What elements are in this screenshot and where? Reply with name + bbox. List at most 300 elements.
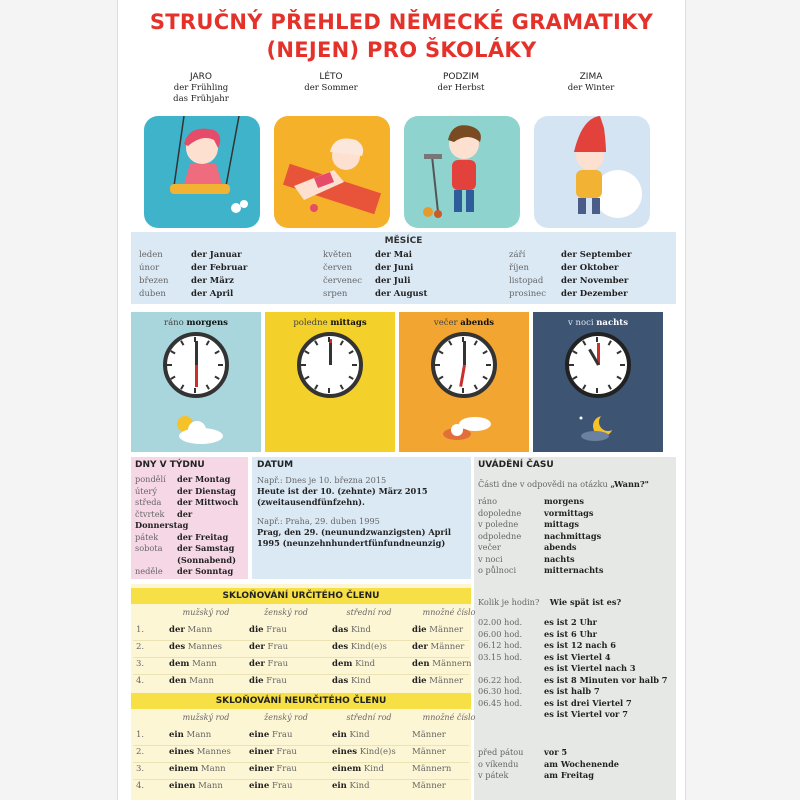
clock-tick: [435, 364, 440, 366]
clock-time-row: [478, 686, 674, 698]
day-row: [135, 532, 247, 544]
gender-header: ženský rod: [264, 713, 308, 722]
time-part-row: [478, 554, 674, 566]
noun: Kind: [349, 730, 370, 740]
season-german-alt: das Frühjahr: [173, 94, 229, 104]
season-winter-caption: [526, 72, 656, 94]
time-parts-list: [478, 496, 674, 577]
article: ein: [332, 730, 347, 740]
grammar-poster: [117, 0, 686, 800]
month-row: [323, 275, 493, 288]
month-cz: červenec: [323, 276, 362, 286]
month-de: der Juni: [375, 263, 414, 273]
time-part-row-cz: ráno: [478, 496, 497, 506]
daytime-label: [533, 318, 663, 328]
month-row: [509, 262, 679, 275]
clock-tick: [340, 384, 344, 389]
clock-tick: [616, 350, 621, 354]
clock-tick: [206, 340, 210, 345]
clock-tick: [448, 384, 452, 389]
daytime-tile-morning: [131, 312, 261, 452]
month-cz: listopad: [509, 276, 544, 286]
clock-tick: [438, 376, 443, 380]
clock-time-row: [478, 663, 674, 675]
noun: Männern: [432, 659, 472, 669]
hour-hand: [329, 343, 332, 365]
article: einem: [332, 764, 362, 774]
day-row-cz: úterý: [135, 485, 157, 496]
season-name: JARO: [190, 72, 212, 82]
days-panel: [131, 457, 248, 579]
months-panel: [131, 232, 676, 304]
clock-time-row-cz: 03.15 hod.: [478, 651, 523, 662]
clock-time-row: [478, 709, 674, 721]
row-divider: [133, 657, 469, 658]
noun: Kind: [350, 676, 371, 686]
month-cz: září: [509, 250, 526, 260]
declension-cell: [249, 747, 331, 757]
day-row: [135, 543, 247, 555]
datum-header: DATUM: [257, 460, 294, 470]
clock-tick: [328, 337, 330, 342]
time-part-row-cz: v noci: [478, 553, 503, 564]
article: eine: [249, 730, 270, 740]
article: der: [169, 625, 185, 635]
declension-cell: [412, 781, 494, 791]
clock-face: [565, 332, 631, 398]
day-row-de: der Dienstag: [177, 485, 236, 496]
season-name: PODZIM: [442, 72, 480, 82]
clock-face: [431, 332, 497, 398]
month-row: [139, 249, 309, 262]
poster-title-line2: (NEJEN) PRO ŠKOLÁKY: [266, 38, 537, 62]
article: einer: [249, 747, 274, 757]
article: das: [332, 676, 349, 686]
month-de: der Mai: [375, 250, 412, 260]
month-cz: květen: [323, 250, 352, 260]
datum-example2-de: Prag, den 29. (neunundzwanzigsten) April: [257, 527, 451, 537]
clock-tick: [218, 364, 223, 366]
clock-tick: [582, 340, 586, 345]
daytime-tile-noon: [265, 312, 395, 452]
noun: Frau: [271, 781, 293, 791]
month-row: [323, 249, 493, 262]
case-number: 1.: [136, 730, 145, 740]
article: der: [412, 642, 428, 652]
time-part-row-cz: večer: [478, 542, 501, 552]
article: des: [169, 642, 186, 652]
declension-cell: [332, 747, 414, 757]
declension-cell: [249, 642, 331, 652]
noun: Frau: [266, 625, 287, 635]
article: eines: [169, 747, 195, 757]
month-cz: říjen: [509, 263, 529, 273]
noun: Kind: [355, 659, 376, 669]
time-extra-row-cz: v pátek: [478, 770, 509, 780]
clock-question: [478, 597, 674, 608]
daytime-cz: poledne: [293, 318, 328, 328]
clock-tick: [214, 350, 219, 354]
daytime-cz: v noci: [567, 318, 594, 328]
day-row-cz: středa: [135, 497, 162, 507]
clock-tick: [180, 384, 184, 389]
daytime-label: [265, 318, 395, 328]
clock-tick: [314, 340, 318, 345]
clock-tick: [462, 388, 464, 393]
clock-tick: [194, 388, 196, 393]
clock-time-row-de: es ist Viertel 4: [544, 651, 611, 662]
article: dem: [332, 659, 353, 669]
noun: Kind: [349, 781, 370, 791]
time-header: UVÁDĚNÍ ČASU: [478, 460, 554, 470]
clock-time-row-cz: 06.12 hod.: [478, 640, 523, 650]
gender-header: mužský rod: [182, 608, 230, 617]
time-extra-list: [478, 747, 674, 782]
time-panel: [474, 457, 676, 800]
winter-illustration: [534, 116, 650, 228]
days-header: DNY V TÝDNU: [135, 460, 205, 470]
article: das: [332, 625, 349, 635]
month-row: [323, 288, 493, 301]
clock-time-row-de: es ist 8 Minuten vor halb 7: [544, 674, 668, 685]
article: die: [249, 676, 264, 686]
season-name: LÉTO: [319, 72, 343, 82]
month-row: [509, 288, 679, 301]
time-extra-row: [478, 770, 674, 782]
season-german: der Frühling: [173, 83, 229, 93]
row-divider: [133, 640, 469, 641]
hour-hand: [463, 341, 466, 365]
noun: Männer: [430, 642, 465, 652]
noun: Mann: [198, 781, 223, 791]
case-number: 4.: [136, 781, 145, 791]
article: der: [249, 642, 265, 652]
clock-times-list: [478, 617, 674, 721]
season-german: der Herbst: [437, 83, 485, 93]
case-number: 2.: [136, 747, 145, 757]
time-question: „Wann?": [610, 479, 649, 489]
day-row-cz: neděle: [135, 566, 163, 576]
season-name: ZIMA: [579, 72, 603, 82]
noun: Kind: [350, 625, 371, 635]
daytime-label: [131, 318, 261, 328]
clock-question-cz: Kolik je hodin?: [478, 597, 540, 607]
declension-cell: [169, 642, 251, 652]
time-part-row-de: abends: [544, 542, 577, 552]
time-extra-row-cz: o víkendu: [478, 758, 519, 769]
daytime-cz: večer: [433, 318, 458, 328]
noun: Frau: [266, 676, 287, 686]
day-row-de: (Sonnabend): [177, 554, 236, 565]
days-list: [135, 474, 247, 578]
noun: Männer: [412, 747, 446, 757]
gender-header: množné číslo: [422, 713, 476, 722]
gender-header: střední rod: [346, 713, 392, 722]
declension-cell: [169, 781, 251, 791]
datum-panel: [252, 457, 471, 579]
declension-cell: [169, 625, 251, 635]
clock-tick: [482, 376, 487, 380]
noun: Mannes: [196, 747, 231, 757]
noun: Frau: [267, 642, 289, 652]
noun: Frau: [271, 730, 293, 740]
case-number: 4.: [136, 676, 145, 686]
clouds-icon: [435, 408, 495, 442]
time-part-row: [478, 565, 674, 577]
month-de: der Januar: [191, 250, 242, 260]
clock-tick: [340, 340, 344, 345]
article: einem: [169, 764, 199, 774]
day-row: [135, 497, 247, 509]
noun: Männer: [429, 625, 464, 635]
datum-example1-de-cont: (zweitausendfünfzehn).: [257, 497, 365, 507]
article: die: [412, 676, 427, 686]
definite-header: SKLOŇOVÁNÍ URČITÉHO ČLENU: [131, 588, 471, 604]
clock-time-row: [478, 640, 674, 652]
month-de: der Dezember: [561, 289, 628, 299]
clock-tick: [448, 340, 452, 345]
month-de: der September: [561, 250, 632, 260]
time-part-row-de: vormittags: [544, 507, 594, 518]
clock-time-row: [478, 629, 674, 641]
indefinite-header: SKLOŇOVÁNÍ NEURČITÉHO ČLENU: [131, 693, 471, 709]
datum-example2-cz: Např.: Praha, 29. duben 1995: [257, 516, 380, 526]
minute-hand: [459, 365, 466, 387]
clock-time-row: [478, 652, 674, 664]
clock-time-row: [478, 698, 674, 710]
month-cz: prosinec: [509, 289, 546, 299]
clock-time-row-de: es ist 6 Uhr: [544, 628, 597, 639]
article: des: [332, 642, 349, 652]
month-cz: leden: [139, 250, 163, 260]
declension-cell: [412, 676, 494, 686]
day-row-de: der Samstag: [177, 543, 235, 553]
clock-time-row-de: es ist 2 Uhr: [544, 617, 597, 627]
declension-cell: [249, 625, 331, 635]
clock-tick: [167, 364, 172, 366]
declension-cell: [332, 676, 414, 686]
time-part-row-cz: o půlnoci: [478, 565, 517, 575]
time-part-row: [478, 542, 674, 554]
clock-tick: [348, 376, 353, 380]
time-part-row-cz: v poledne: [478, 519, 519, 529]
daytime-tile-evening: [399, 312, 529, 452]
clock-tick: [304, 376, 309, 380]
daytime-de: mittags: [330, 318, 367, 328]
clock-tick: [616, 376, 621, 380]
clock-tick: [596, 388, 598, 393]
clock-tick: [569, 364, 574, 366]
clock-time-row-cz: 06.45 hod.: [478, 697, 523, 708]
clock-tick: [486, 364, 491, 366]
clock-time-row: [478, 617, 674, 629]
time-part-row: [478, 519, 674, 531]
clock-tick: [180, 340, 184, 345]
gender-header: střední rod: [346, 608, 392, 617]
gender-header: mužský rod: [182, 713, 230, 722]
day-row: [135, 509, 247, 532]
declension-cell: [249, 676, 331, 686]
month-row: [509, 249, 679, 262]
day-row-de: der Montag: [177, 474, 231, 484]
noun: Männer: [412, 730, 446, 740]
clock-tick: [572, 350, 577, 354]
day-row-de: der Freitag: [177, 531, 229, 542]
spring-illustration: [144, 116, 260, 228]
month-cz: duben: [139, 289, 166, 299]
noun: Mann: [192, 659, 217, 669]
time-part-row-cz: dopoledne: [478, 507, 522, 518]
time-part-row: [478, 531, 674, 543]
declension-cell: [249, 764, 331, 774]
month-de: der April: [191, 289, 234, 299]
datum-examples: [257, 475, 469, 549]
clock-tick: [474, 340, 478, 345]
declension-cell: [332, 642, 414, 652]
time-extra-row-cz: před pátou: [478, 747, 524, 757]
months-header: MĚSÍCE: [384, 236, 423, 246]
time-part-row-cz: odpoledne: [478, 530, 522, 541]
case-number: 1.: [136, 625, 145, 635]
time-part-row-de: mitternachts: [544, 565, 604, 575]
noun: Frau: [267, 659, 289, 669]
month-row: [139, 288, 309, 301]
row-divider: [133, 762, 469, 763]
declension-cell: [412, 730, 494, 740]
declension-cell: [412, 747, 494, 757]
clock-tick: [348, 350, 353, 354]
month-row: [509, 275, 679, 288]
time-part-row: [478, 508, 674, 520]
declension-cell: [412, 642, 494, 652]
declension-cell: [332, 781, 414, 791]
month-cz: srpen: [323, 289, 348, 299]
month-cz: březen: [139, 276, 169, 286]
gender-header: množné číslo: [422, 608, 476, 617]
time-part-row-de: nachts: [544, 553, 575, 564]
month-de: der August: [375, 289, 428, 299]
month-de: der November: [561, 276, 629, 286]
day-row: [135, 486, 247, 498]
noun: Frau: [276, 747, 297, 757]
time-extra-row-de: am Wochenende: [544, 758, 620, 769]
time-part-row-de: morgens: [544, 496, 584, 506]
clock-tick: [474, 384, 478, 389]
clock-time-row-de: es ist Viertel nach 3: [544, 663, 636, 673]
day-row-de: der Donnerstag: [135, 508, 193, 530]
time-intro-text: Části dne v odpovědi na otázku: [478, 479, 608, 489]
row-divider: [133, 779, 469, 780]
clock-tick: [608, 340, 612, 345]
daytime-de: nachts: [596, 318, 629, 328]
noun: Mann: [186, 730, 212, 740]
noun: Kind(e)s: [350, 642, 387, 652]
noun: Männer: [412, 781, 446, 791]
noun: Männern: [412, 764, 452, 774]
daytime-de: morgens: [186, 318, 228, 328]
row-divider: [133, 745, 469, 746]
article: eine: [249, 781, 270, 791]
month-row: [139, 262, 309, 275]
noun: Männer: [429, 676, 464, 686]
declension-cell: [332, 730, 414, 740]
clock-time-row-de: es ist Viertel vor 7: [544, 709, 628, 719]
noun: Kind(e)s: [359, 747, 396, 757]
clock-time-row-cz: 06.30 hod.: [478, 686, 523, 696]
noun: Mann: [187, 625, 213, 635]
declension-cell: [332, 659, 414, 669]
clock-tick: [214, 376, 219, 380]
clock-tick: [596, 337, 598, 342]
clock-time-row-cz: 02.00 hod.: [478, 617, 523, 627]
article: den: [169, 676, 187, 686]
clock-tick: [352, 364, 357, 366]
daytime-tile-night: [533, 312, 663, 452]
daytime-label: [399, 318, 529, 328]
article: ein: [332, 781, 347, 791]
clock-tick: [582, 384, 586, 389]
case-number: 3.: [136, 764, 145, 774]
month-cz: únor: [139, 263, 160, 273]
declension-cell: [332, 764, 414, 774]
declension-cell: [249, 730, 331, 740]
article: den: [412, 659, 430, 669]
row-divider: [133, 674, 469, 675]
poster-title-line1: STRUČNÝ PŘEHLED NĚMECKÉ GRAMATIKY: [149, 10, 654, 34]
article: die: [249, 625, 264, 635]
article: einer: [249, 764, 274, 774]
clock-tick: [304, 350, 309, 354]
noun: Mann: [200, 764, 226, 774]
noun: Kind: [363, 764, 384, 774]
article: dem: [169, 659, 190, 669]
clock-time-row-de: es ist halb 7: [544, 686, 600, 696]
noun: Mann: [189, 676, 214, 686]
time-extra-row-de: vor 5: [544, 747, 568, 757]
season-spring-caption: [136, 72, 266, 105]
month-de: der März: [191, 276, 235, 286]
article: die: [412, 625, 427, 635]
clock-tick: [170, 350, 175, 354]
clock-tick: [482, 350, 487, 354]
time-part-row: [478, 496, 674, 508]
clock-time-row-cz: 06.00 hod.: [478, 628, 523, 639]
day-row: [135, 566, 247, 578]
declension-cell: [169, 676, 251, 686]
day-row-cz: sobota: [135, 543, 163, 553]
sun-cloud-icon: [167, 410, 227, 444]
datum-example1-cz: Např.: Dnes je 10. března 2015: [257, 475, 387, 485]
hour-hand: [195, 341, 198, 365]
datum-example1-de: Heute ist der 10. (zehnte) März 2015: [257, 486, 428, 496]
case-number: 2.: [136, 642, 145, 652]
declension-cell: [412, 659, 494, 669]
datum-example2-de-cont: 1995 (neunzehnhundertfünfundneunzig): [257, 538, 446, 548]
declension-cell: [169, 730, 251, 740]
declension-cell: [169, 764, 251, 774]
clock-face: [163, 332, 229, 398]
month-cz: červen: [323, 263, 353, 273]
day-row: [135, 474, 247, 486]
month-row: [323, 262, 493, 275]
clock-tick: [170, 376, 175, 380]
month-row: [139, 275, 309, 288]
clock-tick: [438, 350, 443, 354]
declension-cell: [169, 747, 251, 757]
article: einen: [169, 781, 196, 791]
clock-time-row: [478, 675, 674, 687]
clock-time-row-de: es ist drei Viertel 7: [544, 697, 632, 708]
